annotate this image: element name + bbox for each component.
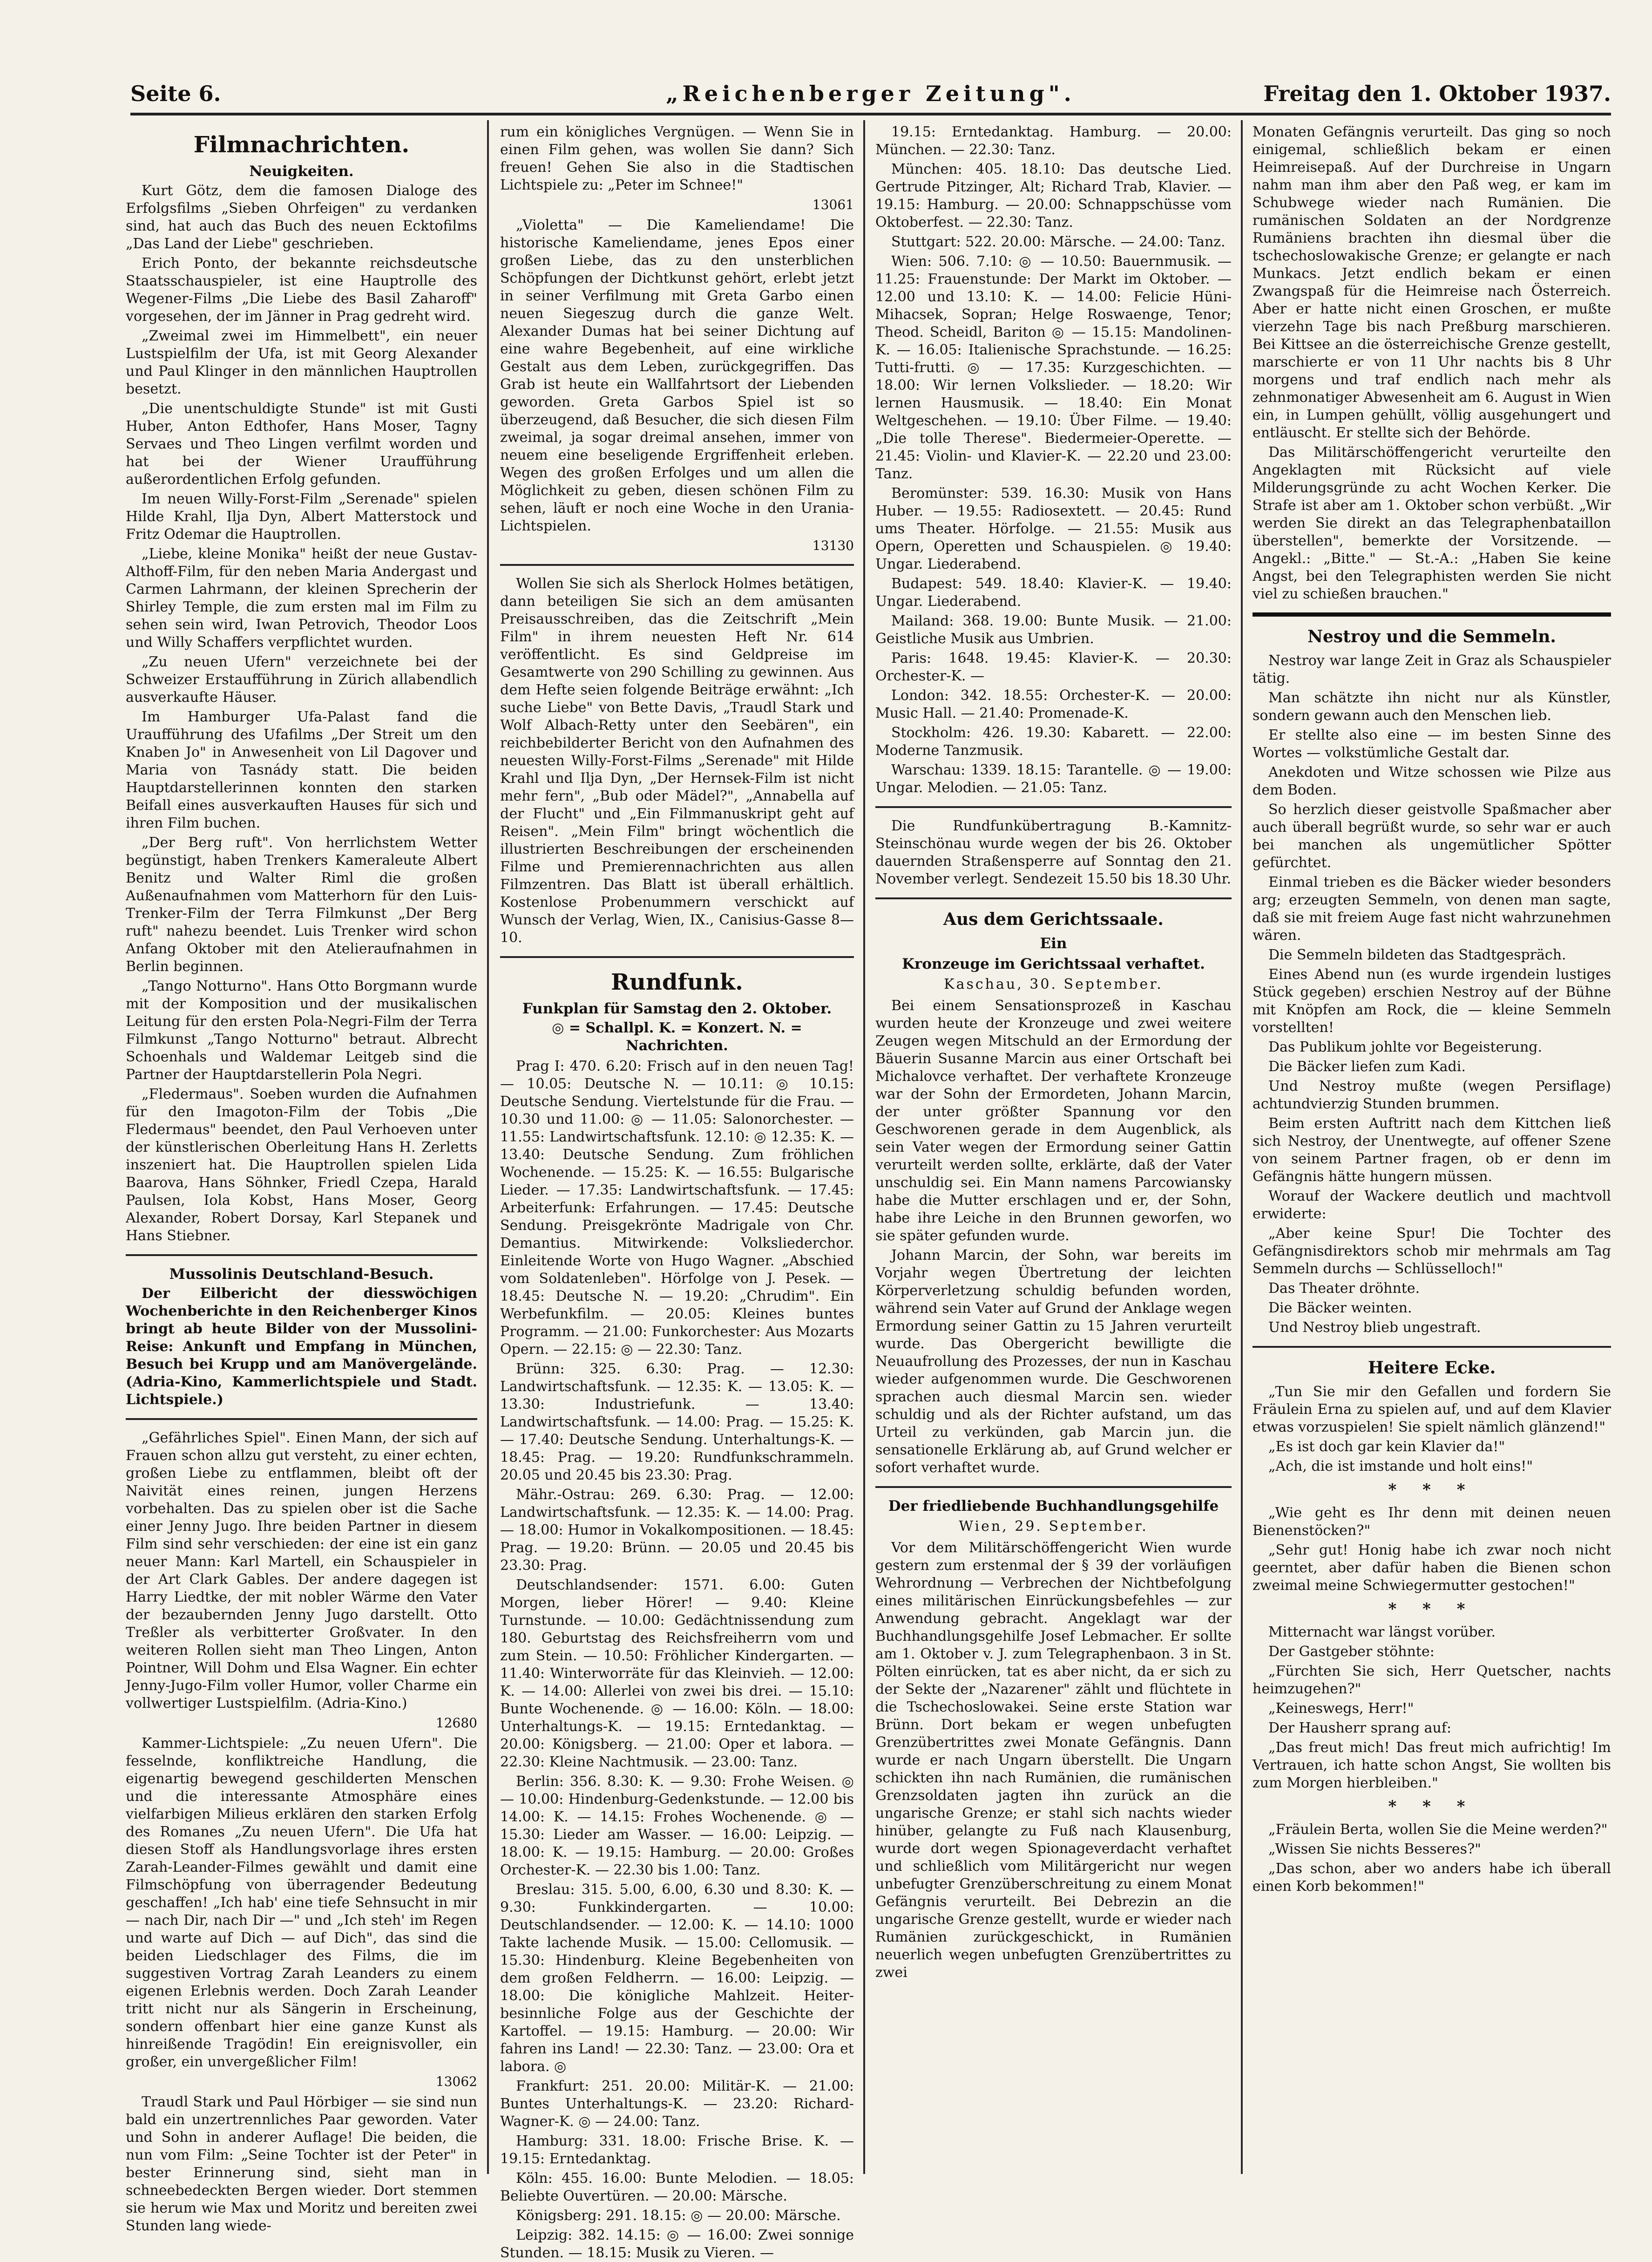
section-divider xyxy=(875,1486,1232,1488)
section-divider xyxy=(1253,612,1611,617)
column-rule xyxy=(487,120,489,2174)
article-paragraph: Das Militärschöffengericht verurteilte den Angeklagten mit Rücksicht auf viele Milderungsgründe zu acht Wochen Kerker. Die Strafe ist aber am 1. Oktober schon verbüßt. „Wir werden Sie direkt an das Telegraphenbataillon überstellen", bemerkte der Vorsitzende. — Angekl.: „Bitte." — St.-A.: „Haben Sie keine Angst, bei den Telegraphisten werden Sie nicht viel zu schießen brauchen." xyxy=(1253,444,1611,602)
article-paragraph: Erich Ponto, der bekannte reichsdeutsche Staatsschauspieler, ist eine Hauptrolle des Wegener-Films „Die Liebe des Basil Zaharoff" vorgesehen, der im Jänner in Prag gedreht wird. xyxy=(126,255,477,325)
story-paragraph: „Aber keine Spur! Die Tochter des Gefängnisdirektors schob mir mehrmals am Tag Semmeln durchs — Schlüsselloch!" xyxy=(1253,1225,1611,1277)
section-divider xyxy=(875,897,1232,899)
article-paragraph: Im neuen Willy-Forst-Film „Serenade" spielen Hilde Krahl, Ilja Dyn, Albert Matterstock und Fritz Odemar die Hauptrollen. xyxy=(126,491,477,543)
story-paragraph: Worauf der Wackere deutlich und machtvoll erwiderte: xyxy=(1253,1188,1611,1222)
section-heading-heitere-ecke: Heitere Ecke. xyxy=(1368,1358,1496,1378)
ad-code: 13130 xyxy=(812,538,854,553)
article-kicker: Ein xyxy=(1040,935,1067,952)
article-paragraph: Wollen Sie sich als Sherlock Holmes betätigen, dann beteiligen Sie sich an dem amüsanten Preisausschreiben, das die Zeitschrift „Mein Film" in ihrem neuesten Heft Nr. 614 veröffentlicht. Es sind Geldpreise im Gesamtwerte von 290 Schilling zu gewinnen. Aus dem Hefte seien folgende Beiträge erwähnt: „Ich suche Liebe" von Bette Davis, „Traudl Stark und Wolf Albach-Retty unter den Seebären", ein reichbebilderter Bericht von den Aufnahmen des neuesten Willy-Forst-Films „Serenade" mit Hilde Krahl und Ilja Dyn, „Der Hernsek-Film ist nicht mehr fern", „Bub oder Mädel?", „Annabella auf der Flucht" und „Ein Filmmanuskript geht auf Reisen". „Mein Film" bringt wöchentlich die illustrierten Beschreibungen der erscheinenden Filme und Premierennachrichten aus allen Filmzentren. Das Blatt ist überall erhältlich. Kostenlose Probenummern verschickt auf Wunsch der Verlag, Wien, IX., Canisius-Gasse 8—10. xyxy=(500,576,854,946)
masthead xyxy=(130,79,1611,115)
radio-notice: Die Rundfunkübertragung B.-Kamnitz-Steinschönau wurde wegen der bis 26. Oktober dauernden Straßensperre auf Sonntag den 21. November verlegt. Sendezeit 15.50 bis 18.30 Uhr. xyxy=(875,818,1232,887)
story-paragraph: Einmal trieben es die Bäcker wieder besonders arg; erzeugten Semmeln, von denen man sagte, daß sie mit freiem Auge fast nicht wahrzunehmen wären. xyxy=(1253,874,1611,944)
article-paragraph: Vor dem Militärschöffengericht Wien wurde gestern zum erstenmal der § 39 der vorläufigen Wehrordnung — Verbrechen der Nichtbefolgung eines militärischen Einrückungsbefehles — zur Anwendung gebracht. Angeklagt war der Buchhandlungsgehilfe Josef Lebmacher. Er sollte am 1. Oktober v. J. zum Telegraphenbaon. 3 in St. Pölten einrücken, tat es aber nicht, da er sich zu der Sekte der „Nazarener" zählt und flüchtete in die Tschechoslowakei. Seine erste Station war Brünn. Dort bekam er wegen unbefugten Grenzübertrittes zwei Monate Gefängnis. Dann wurde er nach Ungarn überstellt. Die Ungarn schickten ihn nach Rumänien, die rumänischen Grenzsoldaten jagten ihn zurück an die ungarische Grenze; er stahl sich nachts wieder hinüber, gelangte zu Fuß nach Klausenburg, wurde dort wegen Spionageverdacht verhaftet und schließlich vom Militärgericht nur wegen unbefugter Grenzüberschreitung zu einem Monat Gefängnis verurteilt. Bei Debrezin an die ungarische Grenze gestellt, wurde er wieder nach Rumänien zurückgeschickt, in Rumänien neuerlich wegen unbefugten Grenzübertrittes zu zwei xyxy=(875,1540,1232,1981)
radio-station-entry: Hamburg: 331. 18.00: Frische Brise. K. — 19.15: Erntedanktag. xyxy=(500,2133,854,2167)
radio-station-entry: Königsberg: 291. 18.15: ◎ — 20.00: Märsche. xyxy=(516,2208,841,2224)
section-divider xyxy=(1253,1346,1611,1348)
column-1 xyxy=(126,123,477,2234)
article-paragraph: „Violetta" — Die Kameliendame! Die historische Kameliendame, jenes Epos einer großen Liebe, das zu den unsterblichen Schöpfungen der Dichtkunst gehört, erlebt jetzt in seiner Verfilmung mit Greta Garbo einen neuen Siegeszug durch die ganze Welt. Alexander Dumas hat bei seiner Dichtung auf eine wahre Begebenheit, auf eine wirkliche Gestalt aus dem Leben, zurückgegriffen. Das Grab ist heute ein Wallfahrtsort der Liebenden geworden. Greta Garbos Spiel ist so überzeugend, daß Besucher, die sich diesen Film zweimal, ja sogar dreimal ansehen, immer von neuem eine beseligende Ergriffenheit erleben. Wegen des großen Erfolges und um allen die Möglichkeit zu geben, diesen schönen Film zu sehen, läuft er noch eine Woche in den Urania-Lichtspielen. xyxy=(500,217,854,534)
section-divider xyxy=(126,1418,477,1420)
article-paragraph: „Tango Notturno". Hans Otto Borgmann wurde mit der Komposition und der musikalischen Leitung für den ersten Pola-Negri-Film der Terra Filmkunst „Tango Notturno" betraut. Albrecht Schoenhals und Waldemar Leitgeb sind die Partner der Hauptdarstellerin Pola Negri. xyxy=(126,978,477,1083)
section-heading-filmnachrichten: Filmnachrichten. xyxy=(193,132,410,158)
article-paragraph: „Zu neuen Ufern" verzeichnete bei der Schweizer Erstaufführung in Zürich allabendlich ausverkaufte Häuser. xyxy=(126,654,477,706)
story-paragraph: Man schätzte ihn nicht nur als Künstler, sondern gewann auch den Menschen lieb. xyxy=(1253,690,1611,724)
joke-line: „Ach, die ist imstande und holt eins!" xyxy=(1268,1458,1533,1474)
story-paragraph: So herzlich dieser geistvolle Spaßmacher aber auch überall begrüßt wurde, so sehr war er auch bei manchen als ungemütlicher Spötter gefürchtet. xyxy=(1253,802,1611,871)
heading-mussolini: Mussolinis Deutschland-Besuch. xyxy=(169,1266,434,1283)
paper-title: „Reichenberger Zeitung". xyxy=(666,81,1076,106)
radio-station-entry: Stuttgart: 522. 20.00: Märsche. — 24.00: Tanz. xyxy=(891,234,1225,250)
joke-line: „Das freut mich! Das freut mich aufrichtig! Im Vertrauen, ich hatte schon Angst, Sie wollten bis zum Morgen hierbleiben." xyxy=(1253,1739,1611,1791)
ad-code: 13061 xyxy=(812,197,854,212)
joke-line: „Sehr gut! Honig habe ich zwar noch nicht geerntet, aber dafür haben die Bienen schon zweimal meine Schwiegermutter gestochen!" xyxy=(1253,1542,1611,1594)
story-paragraph: Und Nestroy blieb ungestraft. xyxy=(1268,1319,1481,1336)
radio-schedule-title: Funkplan für Samstag den 2. Oktober. xyxy=(522,1000,832,1017)
article-paragraph: Im Hamburger Ufa-Palast fand die Uraufführung des Ufafilms „Der Streit um den Knaben Jo" in Anwesenheit von Lil Dagover und Maria von Tasnády statt. Die beiden Hauptdarstellerinnen konnten den starken Beifall eines ausverkauften Hauses für sich und ihren Film buchen. xyxy=(126,709,477,831)
ad-code: 12680 xyxy=(435,1715,477,1731)
column-4 xyxy=(1253,123,1611,2219)
article-paragraph: „Fledermaus". Soeben wurden die Aufnahmen für den Imagoton-Film der Tobis „Die Fledermaus" beendet, den Paul Verhoeven unter der künstlerischen Oberleitung Hans H. Zerletts inszeniert hat. Die Hauptrollen spielen Lida Baarova, Hans Söhnker, Friedl Czepa, Harald Paulsen, Iola Kobst, Hans Moser, Georg Alexander, Robert Dorsay, Karl Stepanek und Hans Stiebner. xyxy=(126,1086,477,1244)
page-number: Seite 6. xyxy=(130,81,221,106)
article-paragraph: „Zweimal zwei im Himmelbett", ein neuer Lustspielfilm der Ufa, ist mit Georg Alexander und Paul Klinger in den männlichen Hauptrollen besetzt. xyxy=(126,328,477,397)
joke-line: Der Gastgeber stöhnte: xyxy=(1268,1644,1435,1660)
radio-station-entry: Mähr.-Ostrau: 269. 6.30: Prag. — 12.00: Landwirtschaftsfunk. — 12.35: K. — 14.00: Prag. — 18.00: Humor in Vokalkompositionen. — 18.45: Prag. — 19.20: Brünn. — 20.05 und 20.45 bis 23.30: Prag. xyxy=(500,1487,854,1574)
article-paragraph: Kurt Götz, dem die famosen Dialoge des Erfolgsfilms „Sieben Ohrfeigen" zu verdanken sind, hat auch das Buch des neuen Ecktofilms „Das Land der Liebe" geschrieben. xyxy=(126,183,477,252)
radio-station-entry: Frankfurt: 251. 20.00: Militär-K. — 21.00: Buntes Unterhaltungs-K. — 23.20: Richard-Wagner-K. ◎ — 24.00: Tanz. xyxy=(500,2078,854,2130)
article-paragraph: Monaten Gefängnis verurteilt. Das ging so noch einigemal, schließlich bekam er einen Heimreisepaß. Auf der Durchreise in Ungarn nahm man ihm aber den Paß weg, er kam im Schubwege wieder nach Rumänien. Die rumänischen Soldaten an der Nordgrenze Rumäniens brachten ihn diesmal über die tschechoslowakische Grenze; er gelangte er nach Munkacs. Jetzt endlich bekam er einen Zwangspaß für die Heimreise nach Österreich. Aber er hatte nicht einen Groschen, er mußte vierzehn Tage bis nach Preßburg marschieren. Bei Kittsee an die österreichische Grenze gestellt, marschierte er von 11 Uhr nachts bis 8 Uhr morgens und traf endlich nach mehr als zehnmonatiger Abwesenheit am 6. August in Wien ein, in Lumpen gehüllt, völlig ausgehungert und entläuscht. Er stellte sich der Behörde. xyxy=(1253,124,1611,441)
column-rule xyxy=(1241,120,1243,2174)
joke-line: Mitternacht war längst vorüber. xyxy=(1268,1624,1496,1640)
radio-station-entry: Berlin: 356. 8.30: K. — 9.30: Frohe Weisen. ◎ — 10.00: Hindenburg-Gedenkstunde. — 12.00 bis 14.00: K. — 14.15: Frohes Wochenende. ◎ — 15.30: Lieder am Wasser. — 16.00: Leipzig. — 18.00: K. — 19.15: Hamburg. — 20.00: Großes Orchester-K. — 22.30 bis 1.00: Tanz. xyxy=(500,1773,854,1878)
section-divider xyxy=(500,956,854,958)
subheading-neuigkeiten: Neuigkeiten. xyxy=(249,163,354,180)
section-heading-nestroy: Nestroy und die Semmeln. xyxy=(1307,627,1556,646)
dateline: Kaschau, 30. September. xyxy=(944,976,1163,992)
article-paragraph: Johann Marcin, der Sohn, war bereits im Vorjahr wegen Übertretung der leichten Körperverletzung schuldig befunden worden, während sein Vater auf Grund der Anklage wegen Ermordung seiner Gattin zu 15 Jahren verurteilt wurde. Das Obergericht bewilligte die Neuaufrollung des Prozesses, der nun in Kaschau wieder aufgenommen wurde. Die Geschworenen sprachen auch diesmal Marcin sen. wieder schuldig und als der Richter aufstand, um das Urteil zu verkünden, gab Marcin jun. die sensationelle Erklärung ab, auf Grund welcher er sofort verhaftet wurde. xyxy=(875,1247,1232,1476)
radio-station-entry: Prag I: 470. 6.20: Frisch auf in den neuen Tag! — 10.05: Deutsche N. — 10.11: ◎ 10.15: Deutsche Sendung. Viertelstunde für die Frau. — 10.30 und 11.00: ◎ — 11.05: Salonorchester. — 11.55: Landwirtschaftsfunk. 12.10: ◎ 12.35: K. — 13.40: Deutsche Sendung. Zum fröhlichen Wochenende. — 15.25: K. — 16.55: Bulgarische Lieder. — 17.35: Landwirtschaftsfunk. — 17.45: Arbeiterfunk: Erfahrungen. — 17.45: Deutsche Sendung. Preisgekrönte Madrigale von Chr. Demantius. Mitwirkende: Volksliederchor. Einleitende Worte von Hugo Wagner. „Abschied vom Soldatenleben". Hörfolge von J. Pesek. — 18.45: Deutsche N. — 19.20: „Chrudim". Ein Werbefunkfilm. — 20.05: Kleines buntes Programm. — 21.00: Funkorchester: Aus Mozarts Opern. — 22.15: ◎ — 22.30: Tanz. xyxy=(500,1058,854,1358)
story-paragraph: Das Theater dröhnte. xyxy=(1268,1280,1420,1297)
article-paragraph: Traudl Stark und Paul Hörbiger — sie sind nun bald ein unzertrennliches Paar geworden. Vater und Sohn in anderer Auflage! Die beiden, die nun vom Film: „Seine Tochter ist der Peter" in bester Erinnerung sind, sieht man in schneebedeckten Bergen wieder. Dort stemmen sie herum wie Max und Moritz und bereiten zwei Stunden lang wiede- xyxy=(126,2094,477,2234)
story-paragraph: Er stellte also eine — im besten Sinne des Wortes — volkstümliche Gestalt dar. xyxy=(1253,727,1611,761)
article-paragraph: rum ein königliches Vergnügen. — Wenn Sie in einen Film gehen, was wollen Sie dann? Sich freuen! Gehen Sie also in die Stadtischen Lichtspiele zu: „Peter im Schnee!" xyxy=(500,124,854,193)
joke-separator: * * * xyxy=(1388,1797,1476,1816)
column-3 xyxy=(875,123,1232,2219)
radio-station-entry: Beromünster: 539. 16.30: Musik von Hans Huber. — 19.55: Radiosextett. — 20.45: Rund ums Theater. Hörfolge. — 21.55: Musik aus Opern, Operetten und Schauspielen. ◎ 19.40: Ungar. Liederabend. xyxy=(875,485,1232,572)
column-2 xyxy=(500,123,854,2261)
joke-line: „Das schon, aber wo anders habe ich überall einen Korb bekommen!" xyxy=(1253,1861,1611,1895)
story-paragraph: Beim ersten Auftritt nach dem Kittchen ließ sich Nestroy, der Unentwegte, auf offener Szene von seinem Partner fragen, ob er denn im Gefängnis hätte hungern müssen. xyxy=(1253,1115,1611,1185)
ad-code: 13062 xyxy=(435,2074,477,2089)
story-paragraph: Eines Abend nun (es wurde irgendein lustiges Stück gegeben) erschien Nestroy auf der Bühne mit Knöpfen am Rock, die — kleine Semmeln vorstellten! xyxy=(1253,966,1611,1036)
joke-line: „Wie geht es Ihr denn mit deinen neuen Bienenstöcken?" xyxy=(1253,1505,1611,1539)
radio-station-entry: Mailand: 368. 19.00: Bunte Musik. — 21.00: Geistliche Musik aus Umbrien. xyxy=(875,613,1232,647)
radio-station-entry: Wien: 506. 7.10: ◎ — 10.50: Bauernmusik. — 11.25: Frauenstunde: Der Markt im Oktober. — 12.00 und 13.10: K. — 14.00: Felicie Hüni-Mihacsek, Sopran; Helge Roswaenge, Tenor; Theod. Scheidl, Bariton ◎ — 15.15: Mandolinen-K. — 16.05: Italienische Sprachstunde. — 16.25: Tutti-frutti. ◎ — 17.35: Kurzgeschichten. — 18.00: Wir lernen Volkslieder. — 18.20: Wir lernen Hausmusik. — 18.40: Ein Monat Weltgeschehen. — 19.10: Über Filme. — 19.40: „Die tolle Therese". Biedermeier-Operette. — 21.45: Violin- und Klavier-K. — 22.20 und 23.00: Tanz. xyxy=(875,253,1232,482)
section-heading-gerichtssaal: Aus dem Gerichtssaale. xyxy=(943,910,1164,929)
section-divider xyxy=(500,564,854,566)
article-paragraph: Der Eilbericht der diesswöchigen Wochenberichte in den Reichenberger Kinos bringt ab heute Bilder von der Mussolini-Reise: Ankunft und Empfang in München, Besuch bei Krupp und am Manövergelände. (Adria-Kino, Kammerlichtspiele und Stadt. Lichtspiele.) xyxy=(126,1285,477,1408)
joke-separator: * * * xyxy=(1388,1600,1476,1618)
column-rule xyxy=(863,120,865,2174)
article-headline-buchhandlungsgehilfe: Der friedliebende Buchhandlungsgehilfe xyxy=(888,1498,1219,1515)
radio-station-entry: Paris: 1648. 19.45: Klavier-K. — 20.30: Orchester-K. — xyxy=(875,650,1232,684)
radio-station-entry: Brünn: 325. 6.30: Prag. — 12.30: Landwirtschaftsfunk. — 12.35: K. — 13.05: K. — 13.30: Industriefunk. — 13.40: Landwirtschaftsfunk. — 14.00: Prag. — 15.25: K. — 17.40: Deutsche Sendung. Unterhaltungs-K. — 18.45: Prag. — 19.20: Rundfunkschrammeln. 20.05 und 20.45 bis 23.30: Prag. xyxy=(500,1361,854,1483)
article-paragraph: Kammer-Lichtspiele: „Zu neuen Ufern". Die fesselnde, konfliktreiche Handlung, die eigenartig bewegend geschilderten Menschen und die interessante Atmosphäre eines vielfarbigen Milieus erklären den starken Erfolg des Romanes „Zu neuen Ufern". Die Ufa hat diesen Stoff als Handlungsvorlage ihres ersten Zarah-Leander-Filmes gewählt und damit eine Filmschöpfung von überragender Bedeutung geschaffen! „Ich hab' eine tiefe Sehnsucht in mir — nach Dir, nach Dir —" und „Ich steh' im Regen und warte auf Dich — auf Dich", das sind die beiden Liedschlager des Films, die im suggestiven Vortrag Zarah Leanders zu einem eigenen Erlebnis werden. Doch Zarah Leander tritt nicht nur als Sängerin in Erscheinung, sondern offenbart hier eine ganze Kunst als hinreißende Tragödin! Ein ereignisvoller, ein großer, ein unvergeßlicher Film! xyxy=(126,1735,477,2070)
section-heading-rundfunk: Rundfunk. xyxy=(611,969,743,995)
radio-station-entry: München: 405. 18.10: Das deutsche Lied. Gertrude Pitzinger, Alt; Richard Trab, Klavier. — 19.15: Hamburg. — 20.00: Schnappschüsse vom Oktoberfest. — 22.30: Tanz. xyxy=(875,161,1232,231)
story-paragraph: Das Publikum johlte vor Begeisterung. xyxy=(1268,1039,1543,1055)
joke-line: „Tun Sie mir den Gefallen und fordern Sie Fräulein Erna zu spielen auf, und auf dem Klavier etwas vorzuspielen! Sie spielt nämlich glänzend!" xyxy=(1253,1384,1611,1435)
joke-line: „Fräulein Berta, wollen Sie die Meine werden?" xyxy=(1268,1821,1608,1838)
radio-station-entry: London: 342. 18.55: Orchester-K. — 20.00: Music Hall. — 21.40: Promenade-K. xyxy=(875,687,1232,721)
radio-station-entry: Breslau: 315. 5.00, 6.00, 6.30 und 8.30: K. — 9.30: Funkkindergarten. — 10.00: Deutschlandsender. — 12.00: K. — 14.10: 1000 Takte lachende Musik. — 15.00: Cellomusik. — 15.30: Hindenburg. Kleine Begebenheiten von dem großen Feldherrn. — 16.00: Leipzig. — 18.00: Die königliche Mahlzeit. Heiter-besinnliche Folge aus der Geschichte der Kartoffel. — 19.15: Hamburg. — 20.00: Wir fahren ins Land! — 22.30: Tanz. — 23.00: Ora et labora. ◎ xyxy=(500,1882,854,2075)
joke-line: „Keineswegs, Herr!" xyxy=(1268,1700,1414,1717)
joke-line: „Es ist doch gar kein Klavier da!" xyxy=(1268,1439,1505,1455)
radio-station-entry: Warschau: 1339. 18.15: Tarantelle. ◎ — 19.00: Ungar. Melodien. — 21.05: Tanz. xyxy=(875,762,1232,796)
section-divider xyxy=(875,806,1232,808)
issue-date: Freitag den 1. Oktober 1937. xyxy=(1263,81,1611,106)
radio-station-entry: Köln: 455. 16.00: Bunte Melodien. — 18.05: Beliebte Ouvertüren. — 20.00: Märsche. xyxy=(500,2170,854,2204)
radio-station-entry: 19.15: Erntedanktag. Hamburg. — 20.00: München. — 22.30: Tanz. xyxy=(875,124,1232,158)
radio-station-entry: Stockholm: 426. 19.30: Kabarett. — 22.00: Moderne Tanzmusik. xyxy=(875,725,1232,759)
joke-line: Der Hausherr sprang auf: xyxy=(1268,1720,1452,1736)
article-paragraph: „Liebe, kleine Monika" heißt der neue Gustav-Althoff-Film, für den neben Maria Andergast und Carmen Lahrmann, der kleinen Sprecherin der Shirley Temple, die zum ersten mal im Film zu sehen sein wird, Iwan Petrovich, Theodor Loos und Willy Schaffers verpflichtet wurden. xyxy=(126,546,477,651)
story-paragraph: Die Bäcker weinten. xyxy=(1268,1300,1412,1316)
radio-station-entry: Budapest: 549. 18.40: Klavier-K. — 19.40: Ungar. Liederabend. xyxy=(875,576,1232,610)
story-paragraph: Anekdoten und Witze schossen wie Pilze aus dem Boden. xyxy=(1253,764,1611,798)
story-paragraph: Und Nestroy mußte (wegen Persiflage) achtundvierzig Stunden brummen. xyxy=(1253,1078,1611,1112)
joke-separator: * * * xyxy=(1388,1481,1476,1499)
article-headline-kronzeuge: Kronzeuge im Gerichtssaal verhaftet. xyxy=(902,956,1205,972)
dateline: Wien, 29. September. xyxy=(959,1518,1148,1535)
joke-line: „Fürchten Sie sich, Herr Quetscher, nachts heimzugehen?" xyxy=(1253,1663,1611,1697)
section-divider xyxy=(126,1254,477,1256)
radio-station-entry: Leipzig: 382. 14.15: ◎ — 16.00: Zwei sonnige Stunden. — 18.15: Musik zu Vieren. — xyxy=(500,2227,854,2261)
story-paragraph: Die Semmeln bildeten das Stadtgespräch. xyxy=(1268,947,1566,963)
story-paragraph: Die Bäcker liefen zum Kadi. xyxy=(1268,1059,1466,1075)
article-paragraph: Bei einem Sensationsprozeß in Kaschau wurden heute der Kronzeuge und zwei weitere Zeugen wegen Mitschuld an der Ermordung der Bäuerin Susanne Marcin aus einer Ortschaft bei Michalovce verhaftet. Der verhaftete Kronzeuge war der Sohn der Ermordeten, Johann Marcin, der unter größter Spannung vor den Geschworenen gerade in dem Augenblick, als sein Vater wegen der Ermordung seiner Gattin verurteilt werden sollte, erklärte, daß der Vater unschuldig sei. Ein Mann namens Parcowiansky habe die Mutter erschlagen und er, der Sohn, habe ihre Leiche in den Brunnen geworfen, wo sie später gefunden wurde. xyxy=(875,998,1232,1244)
story-paragraph: Nestroy war lange Zeit in Graz als Schauspieler tätig. xyxy=(1253,652,1611,686)
article-paragraph: „Die unentschuldigte Stunde" ist mit Gusti Huber, Anton Edthofer, Hans Moser, Tagny Servaes und Theo Lingen verfilmt worden und hat bei der Wiener Uraufführung außerordentlichen Erfolg gefunden. xyxy=(126,401,477,488)
article-paragraph: „Gefährliches Spiel". Einen Mann, der sich auf Frauen schon allzu gut versteht, zu einer echten, großen Liebe zu entflammen, bleibt oft der Naivität eines reinen, jungen Herzens vorbehalten. Das zu spielen ober ist die Sache einer Jenny Jugo. Ihre beiden Partner in diesem Film sind sehr verschieden: der eine ist ein ganz neuer Mann: Karl Martell, ein Schauspieler in der Art Clark Gables. Der andere dagegen ist Harry Liedtke, der mit nobler Wärme den Vater der bezaubernden Jenny Jugo darstellt. Otto Treßler als verbitterter Großvater. In den weiteren Rollen sieht man Theo Lingen, Anton Pointner, Will Dohm und Elsa Wagner. Ein echter Jenny-Jugo-Film voller Humor, voller Charme ein vollwertiger Lustspielfilm. (Adria-Kino.) xyxy=(126,1430,477,1712)
radio-station-entry: Deutschlandsender: 1571. 6.00: Guten Morgen, lieber Hörer! — 9.40: Kleine Turnstunde. — 10.00: Gedächtnissendung zum 180. Geburtstag des Reichsfreiherrn vom und zum Stein. — 10.50: Fröhlicher Kindergarten. — 11.40: Winterworräte für das Kleinvieh. — 12.00: K. — 14.00: Allerlei von zwei bis drei. — 15.10: Bunte Wochenende. ◎ — 16.00: Köln. — 18.00: Unterhaltungs-K. — 19.15: Erntedanktag. — 20.00: Königsberg. — 21.00: Oper et labora. — 22.30: Kleine Nachtmusik. — 23.00: Tanz. xyxy=(500,1577,854,1770)
radio-legend: ◎ = Schallpl. K. = Konzert. N. = Nachrichten. xyxy=(552,1020,802,1054)
joke-line: „Wissen Sie nichts Besseres?" xyxy=(1268,1841,1481,1857)
article-paragraph: „Der Berg ruft". Von herrlichstem Wetter begünstigt, haben Trenkers Kameraleute Albert Benitz und Walter Riml die großen Außenaufnahmen vom Matterhorn für den Luis-Trenker-Film der Terra Filmkunst „Der Berg ruft" nahezu beendet. Luis Trenker wird schon Anfang Oktober mit den Atelieraufnahmen in Berlin beginnen. xyxy=(126,835,477,975)
